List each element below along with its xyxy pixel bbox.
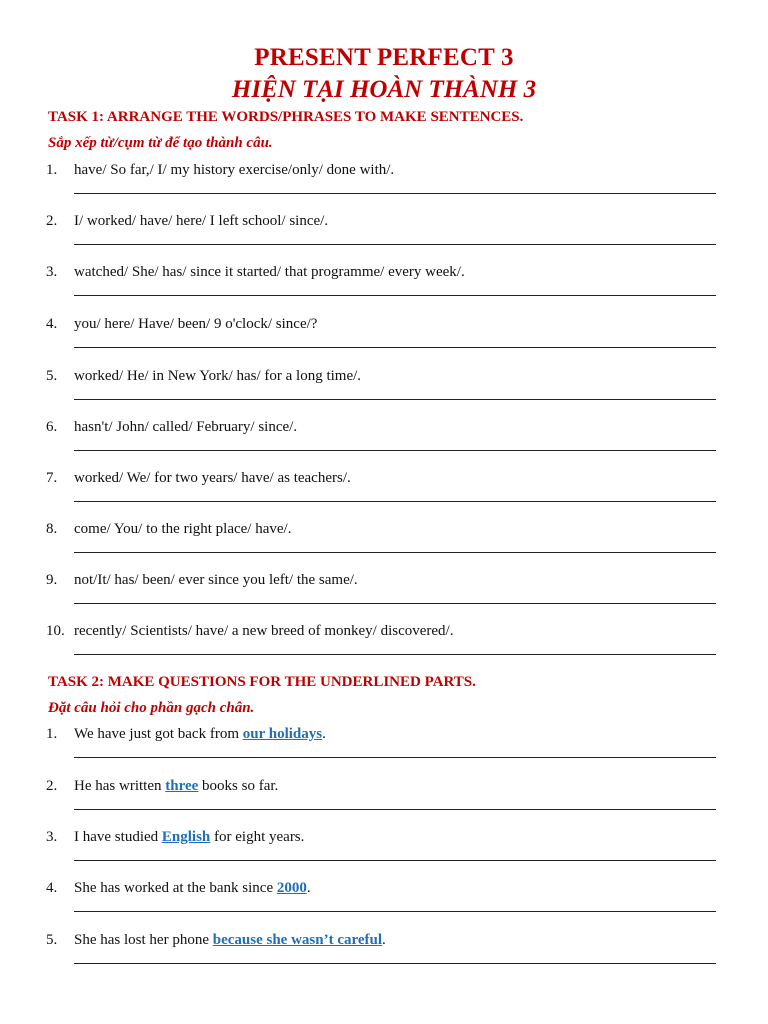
task2-subheading: Đặt câu hỏi cho phần gạch chân. [48, 700, 255, 716]
answer-line[interactable] [74, 450, 716, 451]
answer-line[interactable] [74, 399, 716, 400]
item-text [74, 828, 304, 846]
task1-item-10 [0, 622, 768, 673]
item-number: 6. [46, 419, 58, 435]
item-text: hasn't/ John/ called/ February/ since/. [74, 419, 298, 435]
item-number: 8. [46, 521, 58, 537]
item-number: 7. [46, 470, 58, 486]
worksheet-title: PRESENT PERFECT 3 [254, 44, 514, 71]
item-number: 1. [46, 162, 58, 178]
task2-item-1 [0, 725, 768, 776]
item-text: you/ here/ Have/ been/ 9 o'clock/ since/? [74, 316, 318, 332]
item-text: watched/ She/ has/ since it started/ that programme/ every week/. [74, 264, 465, 280]
item-text: have/ So far,/ I/ my history exercise/only/ done with/. [74, 162, 395, 178]
answer-line[interactable] [74, 809, 716, 810]
task1-item-1 [0, 161, 768, 212]
underlined-part: English [161, 829, 211, 845]
text-after: . [322, 726, 326, 742]
task2-item-4 [0, 879, 768, 930]
underlined-part: our holidays [242, 726, 323, 742]
task2-item-3 [0, 828, 768, 879]
item-text [74, 777, 278, 795]
item-number: 4. [46, 316, 58, 332]
item-number: 4. [46, 880, 58, 896]
answer-line[interactable] [74, 603, 716, 604]
item-text [74, 725, 326, 743]
item-number: 2. [46, 213, 58, 229]
item-number: 10. [46, 623, 65, 639]
answer-line[interactable] [74, 963, 716, 964]
item-number: 5. [46, 368, 58, 384]
underlined-part: because she wasn’t careful [212, 932, 383, 948]
answer-line[interactable] [74, 552, 716, 553]
underlined-part: 2000 [276, 880, 307, 896]
task1-item-4 [0, 315, 768, 366]
task1-item-7 [0, 469, 768, 520]
task1-item-8 [0, 520, 768, 571]
task2-heading: TASK 2: MAKE QUESTIONS FOR THE UNDERLINED PARTS. [48, 674, 476, 690]
text-before: We have just got back from [74, 726, 243, 742]
item-number: 2. [46, 778, 58, 794]
task1-item-5 [0, 367, 768, 418]
task1-item-6 [0, 418, 768, 469]
underlined-part: three [165, 778, 199, 794]
answer-line[interactable] [74, 501, 716, 502]
answer-line[interactable] [74, 757, 716, 758]
item-text [74, 931, 386, 949]
text-after: . [382, 932, 386, 948]
task1-item-2 [0, 212, 768, 263]
text-before: She has lost her phone [74, 932, 213, 948]
answer-line[interactable] [74, 911, 716, 912]
item-text [74, 879, 311, 897]
answer-line[interactable] [74, 860, 716, 861]
answer-line[interactable] [74, 193, 716, 194]
worksheet-title-vietnamese: HIỆN TẠI HOÀN THÀNH 3 [231, 76, 537, 103]
text-before: I have studied [74, 829, 162, 845]
item-number: 3. [46, 264, 58, 280]
answer-line[interactable] [74, 244, 716, 245]
task1-item-3 [0, 263, 768, 314]
text-after: books so far. [198, 778, 279, 794]
item-number: 3. [46, 829, 58, 845]
item-number: 1. [46, 726, 58, 742]
text-after: . [306, 880, 311, 896]
item-number: 5. [46, 932, 58, 948]
item-text: I/ worked/ have/ here/ I left school/ since/. [74, 213, 329, 229]
item-number: 9. [46, 572, 58, 588]
task2-item-5 [0, 931, 768, 982]
task1-subheading: Sắp xếp từ/cụm từ để tạo thành câu. [48, 135, 273, 151]
task1-heading: TASK 1: ARRANGE THE WORDS/PHRASES TO MAKE SENTENCES. [48, 109, 524, 125]
task1-item-9 [0, 571, 768, 622]
text-after: for eight years. [210, 829, 305, 845]
item-text: worked/ We/ for two years/ have/ as teachers/. [74, 470, 351, 486]
item-text: recently/ Scientists/ have/ a new breed of monkey/ discovered/. [74, 623, 454, 639]
item-text: worked/ He/ in New York/ has/ for a long time/. [74, 368, 362, 384]
answer-line[interactable] [74, 654, 716, 655]
text-before: He has written [74, 778, 166, 794]
answer-line[interactable] [74, 347, 716, 348]
item-text: come/ You/ to the right place/ have/. [74, 521, 292, 537]
task2-item-2 [0, 777, 768, 828]
answer-line[interactable] [74, 295, 716, 296]
item-text: not/It/ has/ been/ ever since you left/ the same/. [74, 572, 358, 588]
text-before: She has worked at the bank since [74, 880, 277, 896]
